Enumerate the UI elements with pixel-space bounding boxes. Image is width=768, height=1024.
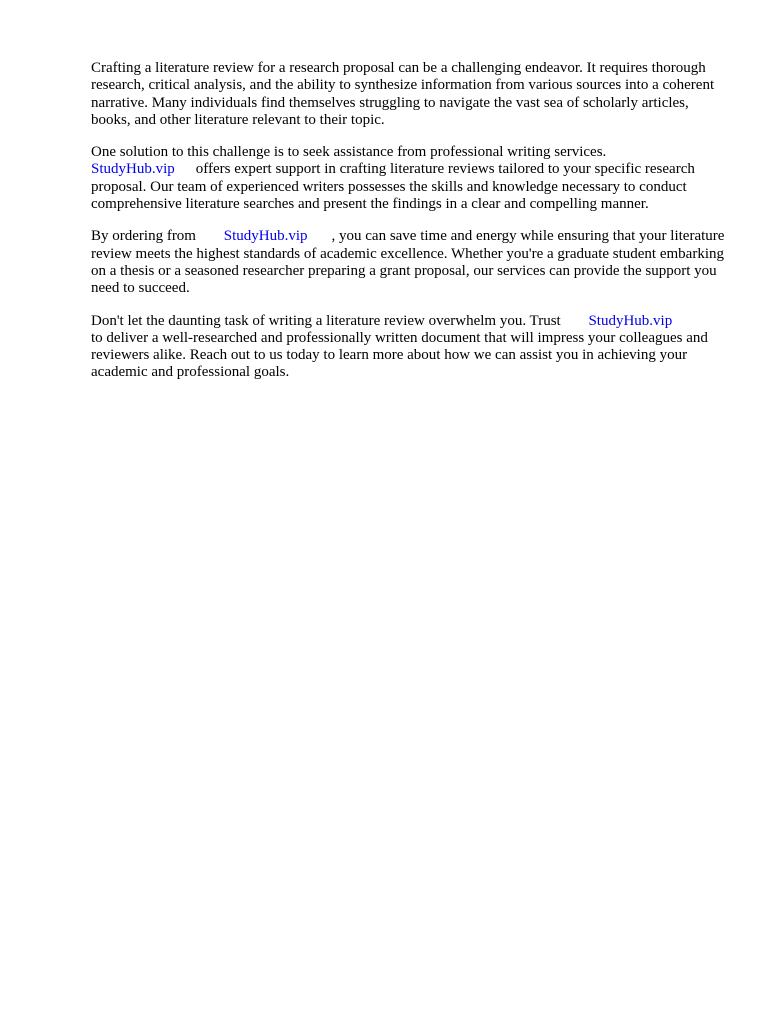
paragraph-trust bbox=[91, 313, 731, 382]
studyhub-link[interactable]: StudyHub.vip bbox=[91, 161, 175, 178]
paragraph-solution bbox=[91, 144, 731, 213]
paragraph-trust-after: to deliver a well-researched and professionally written document that will impress your colleagues and reviewers alike. Reach out to us today to learn more about how we can assist you in achieving your academic and professional goals. bbox=[91, 329, 708, 381]
paragraph-intro bbox=[91, 60, 731, 129]
studyhub-link[interactable]: StudyHub.vip bbox=[588, 312, 673, 329]
studyhub-link[interactable]: StudyHub.vip bbox=[223, 228, 308, 245]
paragraph-ordering bbox=[91, 228, 731, 297]
document-page bbox=[91, 60, 731, 397]
paragraph-solution-before: One solution to this challenge is to seek assistance from professional writing services. bbox=[91, 144, 607, 161]
paragraph-intro-text: Crafting a literature review for a research proposal can be a challenging endeavor. It requires thorough research, critical analysis, and the ability to synthesize information from various sources into a coherent narrative. Many individuals find themselves struggling to navigate the vast sea of scholarly articles, books, and other literature relevant to their topic. bbox=[91, 60, 715, 128]
paragraph-ordering-after: , you can save time and energy while ensuring that your literature review meets the highest standards of academic excellence. Whether you're a graduate student embarking on a thesis or a seasoned researcher preparing a grant proposal, our services can provide the support you need to succeed. bbox=[91, 228, 725, 297]
paragraph-solution-after: offers expert support in crafting literature reviews tailored to your specific research proposal. Our team of experienced writers possesses the skills and knowledge necessary to conduct comprehensive literature searches and present the findings in a clear and compelling manner. bbox=[91, 161, 695, 213]
paragraph-ordering-before: By ordering from bbox=[91, 228, 196, 245]
paragraph-trust-before: Don't let the daunting task of writing a literature review overwhelm you. Trust bbox=[91, 312, 561, 329]
